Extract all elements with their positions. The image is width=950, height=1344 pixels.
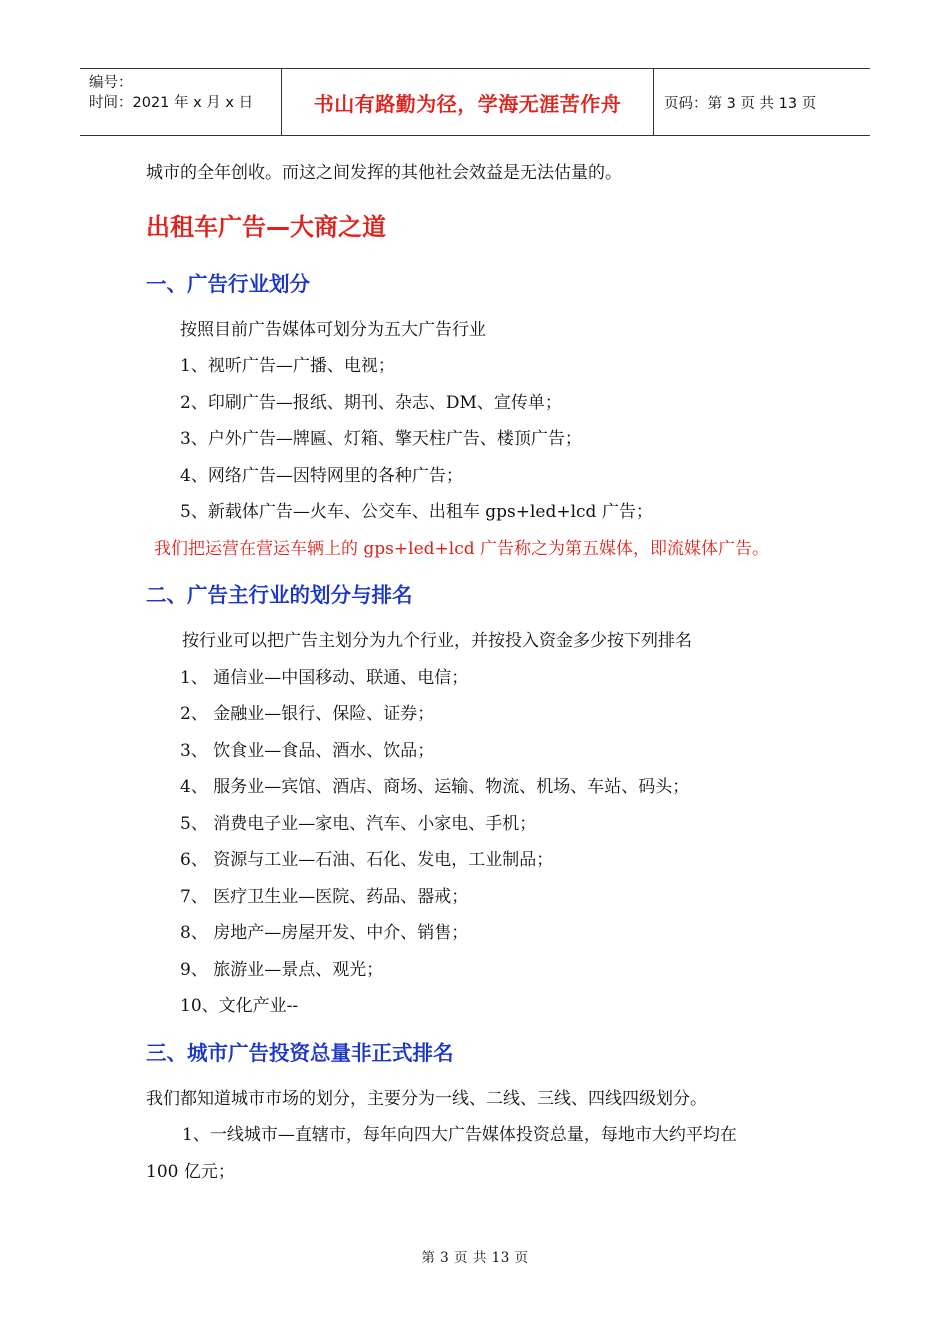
section1-highlight: 我们把运营在营运车辆上的 gps+led+lcd 广告称之为第五媒体，即流媒体广告。 xyxy=(154,538,770,559)
list-item: 1、 通信业—中国移动、联通、电信； xyxy=(180,667,469,688)
list-item: 3、户外广告—牌匾、灯箱、擎天柱广告、楼顶广告； xyxy=(180,429,582,449)
list-item: 10、文化产业-- xyxy=(180,996,299,1016)
section3-heading: 三、城市广告投资总量非正式排名 xyxy=(146,1040,454,1065)
page-footer: 第 3 页 共 13 页 xyxy=(421,1250,529,1266)
list-item: 1、视听广告—广播、电视； xyxy=(180,356,395,376)
section3-item1-line1: 1、一线城市—直辖市，每年向四大广告媒体投资总量，每地市大约平均在 xyxy=(182,1125,737,1145)
header-page-info: 页码：第 3 页 共 13 页 xyxy=(664,95,817,112)
page-header xyxy=(80,68,870,136)
section3-intro: 我们都知道城市市场的划分，主要分为一线、二线、三线、四线四级划分。 xyxy=(146,1088,707,1109)
list-item: 5、新载体广告—火车、公交车、出租车 gps+led+lcd 广告； xyxy=(180,502,653,522)
number-label: 编号： xyxy=(89,75,133,91)
list-item: 4、网络广告—因特网里的各种广告； xyxy=(180,465,463,486)
header-motto: 书山有路勤为径，学海无涯苦作舟 xyxy=(313,91,622,116)
list-item: 3、 饮食业—食品、酒水、饮品； xyxy=(180,740,435,761)
list-item: 6、 资源与工业—石油、石化、发电，工业制品； xyxy=(180,850,554,870)
list-item: 9、 旅游业—景点、观光； xyxy=(180,959,384,980)
section1-intro: 按照目前广告媒体可划分为五大广告行业 xyxy=(180,319,486,340)
list-item: 2、 金融业—银行、保险、证券； xyxy=(180,704,435,724)
list-item: 8、 房地产—房屋开发、中介、销售； xyxy=(180,923,469,943)
document-body xyxy=(146,155,826,1190)
date-label: 时间：2021 年 x 月 x 日 xyxy=(89,95,254,111)
section2-intro: 按行业可以把广告主划分为九个行业，并按投入资金多少按下列排名 xyxy=(182,631,692,651)
header-motto-cell xyxy=(281,69,654,135)
list-item: 7、 医疗卫生业—医院、药品、器戒； xyxy=(180,886,469,907)
section1-heading: 一、广告行业划分 xyxy=(146,271,310,296)
list-item: 2、印刷广告—报纸、期刊、杂志、DM、宣传单； xyxy=(180,392,562,413)
document-title: 出租车广告—大商之道 xyxy=(146,212,386,241)
list-item: 4、 服务业—宾馆、酒店、商场、运输、物流、机场、车站、码头； xyxy=(180,777,690,797)
section3-item1-line2: 100 亿元； xyxy=(146,1161,235,1182)
intro-line: 城市的全年创收。而这之间发挥的其他社会效益是无法估量的。 xyxy=(146,163,622,183)
list-item: 5、 消费电子业—家电、汽车、小家电、手机； xyxy=(180,813,537,834)
section2-heading: 二、广告主行业的划分与排名 xyxy=(146,583,413,607)
header-meta xyxy=(80,69,281,135)
